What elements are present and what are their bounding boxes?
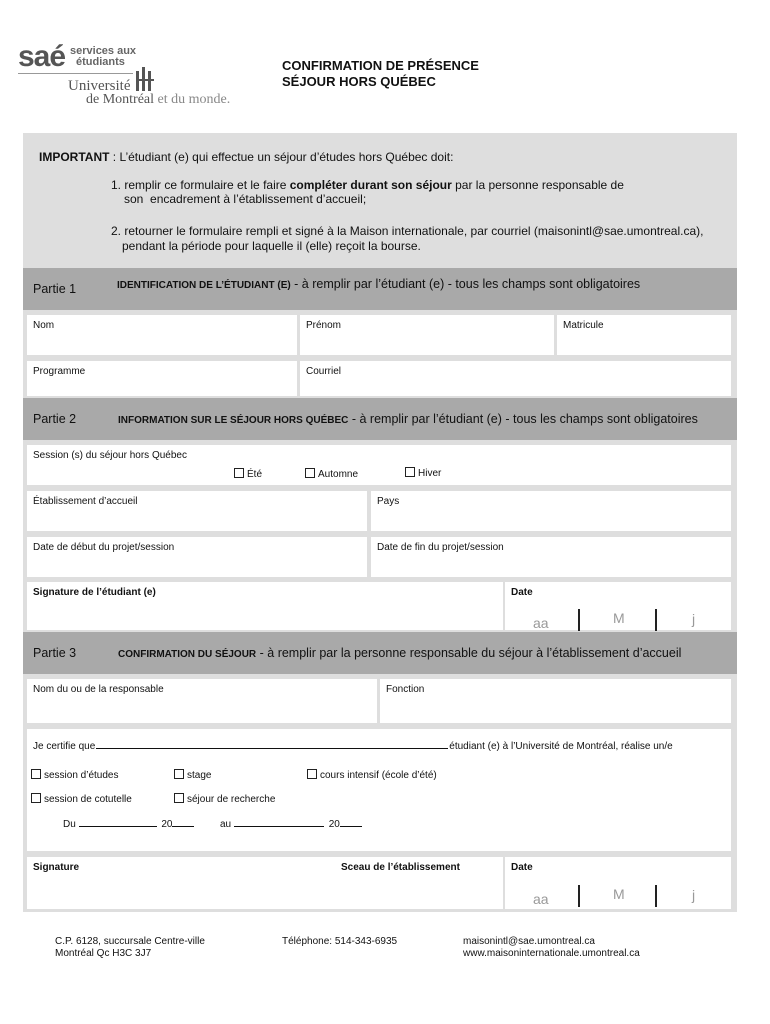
part2-title: INFORMATION SUR LE SÉJOUR HORS QUÉBEC - à remplir par l’étudiant (e) - tous les champs sont obligatoires: [118, 412, 698, 426]
date-signature-field[interactable]: [505, 582, 731, 630]
sejour-recherche-option[interactable]: séjour de recherche: [174, 793, 275, 805]
date-label: Date: [511, 587, 533, 598]
periode-au: au 20: [220, 819, 362, 830]
session-etudes-checkbox[interactable]: [31, 769, 41, 779]
important-item-2: 2. retourner le formulaire rempli et signé à la Maison internationale, par courriel (maisonintl@sae.umontreal.ca),: [111, 224, 704, 238]
important-item-1: 1. remplir ce formulaire et le faire compléter durant son séjour par la personne responsable de: [111, 178, 624, 192]
part2-form: [23, 440, 737, 632]
date-label: Date: [511, 862, 533, 873]
date-fin-label: Date de fin du projet/session: [377, 542, 504, 553]
automne-checkbox[interactable]: [305, 468, 315, 478]
part3-title: CONFIRMATION DU SÉJOUR - à remplir par la personne responsable du séjour à l’établissement d’accueil: [118, 646, 682, 660]
important-item-2-line2: pendant la période pour laquelle il (elle) reçoit la bourse.: [122, 239, 421, 253]
footer-email[interactable]: maisonintl@sae.umontreal.ca: [463, 936, 595, 947]
logo-universite: Université: [68, 78, 131, 94]
part3-header: [23, 632, 737, 674]
footer-website[interactable]: www.maisoninternationale.umontreal.ca: [463, 948, 640, 959]
hiver-checkbox[interactable]: [405, 467, 415, 477]
periode-du: Du 20: [63, 819, 194, 830]
part3-number: Partie 3: [33, 646, 77, 660]
programme-label: Programme: [33, 366, 86, 377]
stage-option[interactable]: stage: [174, 769, 211, 781]
logo-de-montreal: de Montréal et du monde.: [86, 92, 231, 107]
date-debut-field[interactable]: [27, 537, 367, 577]
title-line1: CONFIRMATION DE PRÉSENCE: [282, 58, 479, 73]
date-day-placeholder: j: [692, 887, 696, 903]
title-line2: SÉJOUR HORS QUÉBEC: [282, 74, 436, 89]
part3-form: [23, 674, 737, 912]
matricule-field[interactable]: [557, 315, 731, 355]
annee-au-line[interactable]: [340, 826, 362, 827]
logo-sae: saé: [18, 40, 66, 73]
prenom-label: Prénom: [306, 320, 342, 331]
session-cotutelle-checkbox[interactable]: [31, 793, 41, 803]
important-box: [23, 133, 737, 268]
session-etudes-option[interactable]: session d’études: [31, 769, 119, 781]
fonction-label: Fonction: [386, 684, 425, 695]
signature-etudiant-field[interactable]: [27, 582, 503, 630]
sceau-label: Sceau de l’établissement: [341, 862, 460, 873]
signature-etudiant-label: Signature de l’étudiant (e): [33, 587, 156, 598]
signature-responsable-field[interactable]: [27, 857, 503, 909]
date-debut-label: Date de début du projet/session: [33, 542, 175, 553]
courriel-field[interactable]: [300, 361, 731, 396]
etablissement-field[interactable]: [27, 491, 367, 531]
stage-checkbox[interactable]: [174, 769, 184, 779]
part2-number: Partie 2: [33, 412, 77, 426]
matricule-label: Matricule: [563, 320, 604, 331]
date-separator: [655, 609, 657, 631]
pays-label: Pays: [377, 496, 400, 507]
nom-responsable-field[interactable]: [27, 679, 377, 723]
pays-field[interactable]: [371, 491, 731, 531]
udem-logo-icon: [134, 67, 156, 93]
etablissement-label: Établissement d’accueil: [33, 496, 138, 507]
programme-field[interactable]: [27, 361, 297, 396]
page-title: [282, 58, 479, 90]
cours-intensif-checkbox[interactable]: [307, 769, 317, 779]
date-month-placeholder: M: [613, 610, 625, 626]
sejour-recherche-checkbox[interactable]: [174, 793, 184, 803]
important-item-1-line2: son encadrement à l’établissement d’accueil;: [124, 192, 367, 206]
logo-services: [70, 46, 136, 68]
certification-statement: Je certifie que étudiant (e) à l’Université de Montréal, réalise un/e: [33, 741, 673, 752]
courriel-label: Courriel: [306, 366, 342, 377]
automne-option[interactable]: Automne: [305, 468, 358, 480]
session-field: [27, 445, 731, 485]
part1-form: [23, 310, 737, 398]
footer-contact: [463, 936, 640, 960]
session-label: Session (s) du séjour hors Québec: [33, 450, 187, 461]
certification-area: [27, 729, 731, 851]
etudiant-name-line[interactable]: [96, 748, 448, 749]
part2-header: [23, 398, 737, 440]
fonction-field[interactable]: [380, 679, 731, 723]
cours-intensif-option[interactable]: cours intensif (école d’été): [307, 769, 437, 781]
part1-title: IDENTIFICATION DE L’ÉTUDIANT (E) - à remplir par l’étudiant (e) - tous les champs sont obligatoires: [117, 277, 641, 291]
footer-address: C.P. 6128, succursale Centre-ville Montréal Qc H3C 3J7: [55, 936, 205, 959]
part1-header: [23, 268, 737, 310]
prenom-field[interactable]: [300, 315, 554, 355]
date-month-placeholder: M: [613, 886, 625, 902]
ete-checkbox[interactable]: [234, 468, 244, 478]
hiver-option[interactable]: Hiver: [405, 467, 441, 479]
date-year-placeholder: aa: [533, 891, 549, 907]
date-day-placeholder: j: [692, 611, 696, 627]
date-separator: [578, 609, 580, 631]
date-separator: [655, 885, 657, 907]
nom-label: Nom: [33, 320, 55, 331]
date-au-line[interactable]: [234, 826, 324, 827]
annee-du-line[interactable]: [172, 826, 194, 827]
date-fin-field[interactable]: [371, 537, 731, 577]
date-du-line[interactable]: [79, 826, 157, 827]
logo-et-du-monde: et du monde.: [157, 92, 231, 107]
part1-number: Partie 1: [33, 282, 77, 296]
ete-option[interactable]: Été: [234, 468, 262, 480]
session-cotutelle-option[interactable]: session de cotutelle: [31, 793, 132, 805]
date-separator: [578, 885, 580, 907]
nom-field[interactable]: [27, 315, 297, 355]
important-intro: IMPORTANT : L’étudiant (e) qui effectue un séjour d’études hors Québec doit:: [39, 150, 454, 164]
logo-services-line1: services aux: [70, 45, 137, 57]
logo-divider: [18, 73, 133, 74]
nom-responsable-label: Nom du ou de la responsable: [33, 684, 164, 695]
signature-label: Signature: [33, 862, 80, 873]
date-year-placeholder: aa: [533, 615, 549, 631]
logo-services-line2: étudiants: [76, 56, 125, 68]
date-confirmation-field[interactable]: [505, 857, 731, 909]
footer-telephone: Téléphone: 514-343-6935: [282, 936, 398, 947]
